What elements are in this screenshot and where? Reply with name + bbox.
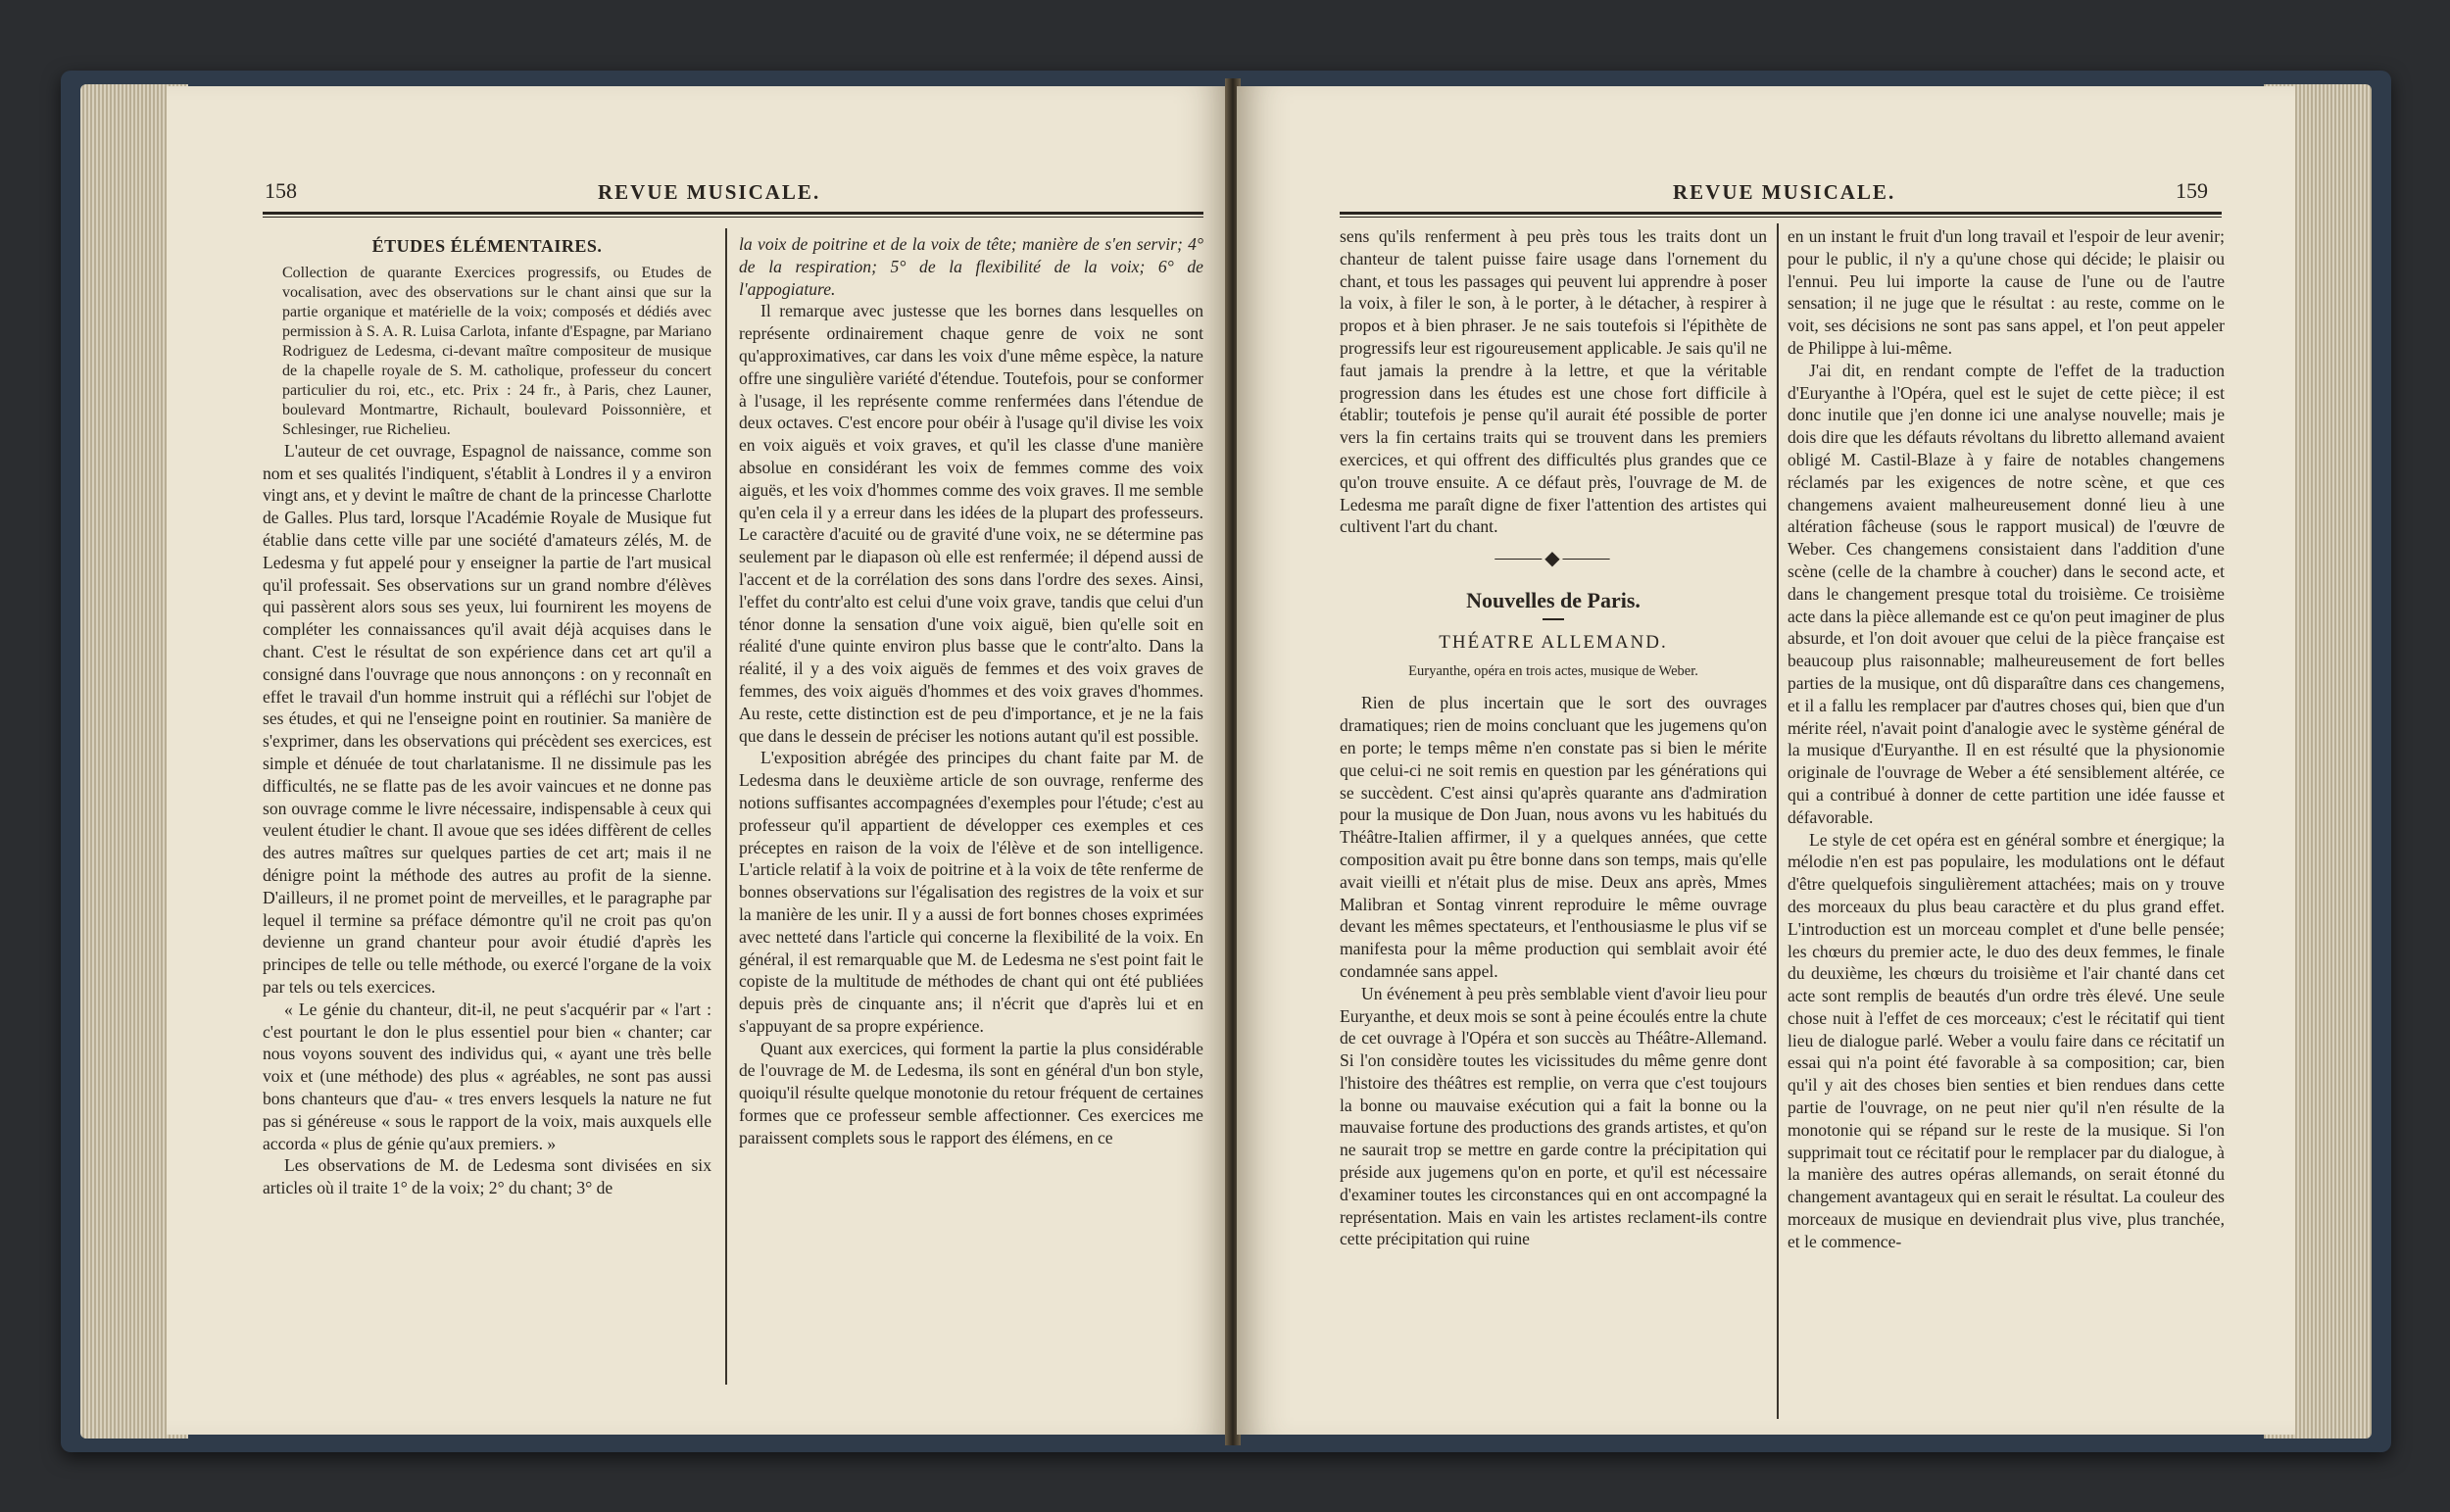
paragraph: Les observations de M. de Ledesma sont divisées en six articles où il traite 1° de la voix; 2° du chant; 3° de (263, 1155, 711, 1198)
review-notice: Collection de quarante Exercices progressifs, ou Etudes de vocalisation, avec des observations sur le chant ainsi que sur la partie organique et matérielle de la voix; composés et dédiés avec permission à S. A. R. Luisa Carlota, infante d'Espagne, par Mariano Rodriguez de Ledesma, ci-devant maître compositeur de musique de la chapelle royale de S. M. catholique, professeur du concert particulier du roi, etc., etc. Prix : 24 fr., à Paris, chez Launer, boulevard Montmartre, Richault, boulevard Poissonnière, et Schlesinger, rue Richelieu. (282, 264, 711, 438)
column-1 (263, 233, 711, 1199)
paragraph: J'ai dit, en rendant compte de l'effet de la traduction d'Euryanthe à l'Opéra, quel est le sujet de cette pièce; il est donc inutile que j'en donne ici une analyse nouvelle; mais je dois dire que les défauts révoltans du libretto allemand avaient obligé M. Castil-Blaze à y faire de notables changemens réclamés par les exigences de notre scène, et que ces changemens avaient malheureusement donné lieu à une altération fâcheuse (sous le rapport musical) de l'œuvre de Weber. Ces changemens consistaient dans l'addition d'une scène (celle de la chambre à coucher) dans le second acte, et dans le changement presque total du troisième. Ce troisième acte dans la pièce allemande est ce qu'on peut imaginer de plus absurde, et l'on doit avouer que celui de la pièce française est beaucoup plus raisonnable; malheureusement de fort belles parties de la musique, ont dû disparaître dans ces changemens, et il a fallu les remplacer par d'autres choses qui, bien que d'un mérite réel, n'avait point d'analogie avec le système général de la musique d'Euryanthe. Il en est résulté que la physionomie originale de l'ouvrage de Weber a été sensiblement altérée, ce qui a contribué à donner de cette partition une idée fausse et défavorable. (1788, 360, 2225, 827)
column-2 (739, 233, 1203, 1149)
paragraph: L'auteur de cet ouvrage, Espagnol de naissance, comme son nom et ses qualités l'indiquent, s'établit à Londres il y a environ vingt ans, et y devint le maître de chant de la princesse Charlotte de Galles. Plus tard, lorsque l'Académie Royale de Musique fut établie dans cette ville par une société d'amateurs zélés, M. de Ledesma y fut appelé pour y enseigner la partie de l'art musical qu'il professait. Ses observations sur un grand nombre d'élèves qui passèrent alors sous ses yeux, lui fournirent les moyens de compléter les connaissances qu'il avait déjà acquises dans le chant. C'est le résultat de son expérience dans cet art qu'il a consigné dans l'ouvrage que nous annonçons : on y reconnaît en effet le travail d'un homme instruit qui a réfléchi sur l'objet de ses études, et qui ne l'enseigne point en routinier. Sa manière de s'exprimer, dans les observations qui précèdent ses exercices, est simple et dénuée de tout charlatanisme. Il ne dissimule pas les difficultés, ne se flatte pas de les avoir vaincues et ne donne pas son ouvrage comme le livre nécessaire, indispensable à ceux qui veulent étudier le chant. Il avoue que ses idées diffèrent de celles des autres maîtres sur quelques parties de cet art; mais il ne dénigre point la méthode des autres au profit de la sienne. D'ailleurs, il ne promet point de merveilles, et le paragraphe par lequel il termine sa préface démontre qu'il ne croit pas qu'on devienne un grand chanteur pour avoir étudié d'après les principes de telle ou telle méthode, ou exercé l'organe de la voix par tels ou tels exercices. (263, 440, 711, 997)
paragraph: en un instant le fruit d'un long travail et l'espoir de leur avenir; pour le public, il n'y a qu'une chose qui décide; le plaisir ou l'ennui. Peu lui importe la cause de l'une ou de l'autre sensation; il ne juge que le résultat : au reste, comme on le voit, ses décisions ne sont pas sans appel, et l'on peut appeler de Philippe à lui-même. (1788, 226, 2225, 358)
play-description: Euryanthe, opéra en trois actes, musique de Weber. (1408, 662, 1698, 679)
paragraph: « Le génie du chanteur, dit-il, ne peut s'acquérir par « l'art : c'est pourtant le don le plus essentiel pour bien « chanter; car nous voyons souvent des individus qui, « ayant une très belle voix et (une méthode) des plus « agréables, ne sont pas aussi bons chanteurs que d'au- « tres envers lesquels la nature ne fut pas si généreuse « sous le rapport de la voix, mais auxquels elle accorda « plus de génie qu'aux premiers. » (263, 999, 711, 1153)
paragraph: L'exposition abrégée des principes du chant faite par M. de Ledesma dans le deuxième article de son ouvrage, renferme des notions suffisantes accompagnées d'exemples pour l'étude; c'est au professeur qu'il appartient de développer ces exemples et ces préceptes en raison de la voix de l'élève et de son intelligence. L'article relatif à la voix de poitrine et à la voix de tête renferme de bonnes observations sur l'égalisation des registres de la voix et sur la manière de les unir. Il y a aussi de fort bonnes choses exprimées avec netteté dans l'article qui concerne la flexibilité de la voix. En général, il est remarquable que M. de Ledesma ne s'est point fait le copiste de la multitude de méthodes de chant qui ont été publiées depuis près de cinquante ans; il n'écrit que d'après lui et en s'appuyant de sa propre expérience. (739, 748, 1203, 1036)
column-1 (1340, 225, 1767, 1250)
paragraph: Rien de plus incertain que le sort des ouvrages dramatiques; rien de moins concluant que les jugemens qu'on en porte; le temps même n'en constate pas si bien le mérite que celui-ci ne soit remis en question par les générations qui se succèdent. C'est ainsi qu'après quarante ans d'admiration pour la musique de Don Juan, nous avons vu les habitués du Théâtre-Italien affirmer, il y a quelques années, que cette composition avait pu être bonne dans son temps, mais qu'elle avait vieilli et n'était plus de mise. Deux ans après, Mmes Malibran et Sontag vinrent reproduire le même ouvrage devant les mêmes spectateurs, et l'enthousiasme le plus vif se manifesta pour la même production qui semblait avoir été condamnée sans appel. (1340, 693, 1767, 981)
subheading: THÉATRE ALLEMAND. (1439, 631, 1668, 653)
paragraph: sens qu'ils renferment à peu près tous les traits dont un chanteur de talent puisse faire usage dans l'ornement du chant, et tous les passages qui peuvent lui apprendre à poser la voix, à filer le son, à le porter, à le détacher, à respirer à propos et à bien phraser. Je ne sais toutefois si l'épithète de progressifs leur est rigoureusement applicable. Je sais qu'il ne faut jamais la prendre à la lettre, et que la véritable progression dans les études est une chose fort difficile à établir; toutefois je pense qu'il aurait été possible de porter vers la fin certains traits qui se trouvent dans les premiers exercices, et qui offrent des difficultés plus grandes que ce qu'on trouve ensuite. A ce défaut près, l'ouvrage de M. de Ledesma me paraît digne de fixer l'attention des artistes qui cultivent l'art du chant. (1340, 226, 1767, 537)
column-2 (1788, 225, 2225, 1253)
short-rule (1543, 618, 1564, 620)
column-divider (725, 228, 727, 1385)
paragraph: Quant aux exercices, qui forment la partie la plus considérable de l'ouvrage de M. de Ledesma, ils sont en général d'un bon style, quoiqu'il résulte quelque monotonie du retour fréquent de certaines formes que ce professeur semble affectionner. Ces exercices me paraissent complets sous le rapport des élémens, en ce (739, 1038, 1203, 1147)
left-page (167, 86, 1230, 1435)
section-heading: ÉTUDES ÉLÉMENTAIRES. (371, 236, 603, 256)
header-rule (263, 212, 1203, 218)
paragraph: Il remarque avec justesse que les bornes dans lesquelles on représente ordinairement chaque genre de voix ne sont qu'approximatives, car dans les voix d'une même espèce, la nature offre une singulière variété d'étendue. Toutefois, pour se conformer à l'usage, il les représente comme renfermées dans l'étendue de deux octaves. C'est encore pour obéir à l'usage qu'il divise les voix en voix aiguës et voix graves, et qu'il les classe d'une manière absolue en considérant les voix de femmes comme des voix aiguës, et les voix d'hommes comme des voix graves. Il me semble qu'en cela il y a erreur dans les idées de la plupart des professeurs. Le caractère d'acuité ou de gravité d'une voix, ne se détermine pas seulement par le diapason où elle est renfermée; il dépend aussi de l'accent et de la corrélation des sons dans l'ordre des sexes. Ainsi, l'effet du contr'alto est celui d'une voix grave, tandis que celui d'un ténor donne la sensation d'une voix aiguë, bien qu'elle soit en réalité d'une quinte environ plus basse que le contr'alto. Dans la réalité, il y a des voix aiguës de femmes et des voix graves de femmes, des voix aiguës d'hommes et des voix graves d'hommes. Au reste, cette distinction est de peu d'importance, et je ne la fais que dans le dessein de préciser les notions autant qu'il est possible. (739, 301, 1203, 746)
running-head: REVUE MUSICALE. (598, 180, 821, 204)
ornament-divider: ⸻◆⸻ (1494, 548, 1613, 570)
page-number: 158 (265, 178, 297, 203)
section-title: Nouvelles de Paris. (1466, 587, 1641, 612)
header-rule (1340, 212, 2222, 218)
paragraph: Un événement à peu près semblable vient d'avoir lieu pour Euryanthe, et deux mois se sont à peine écoulés entre la chute de cet ouvrage à l'Opéra et son succès au Théâtre-Allemand. Si l'on considère toutes les vicissitudes du même genre dont l'histoire des théâtres est remplie, on verra que c'est toujours la bonne ou mauvaise exécution qui a fait la bonne ou la mauvaise fortune des productions des grands artistes, et qu'on ne saurait trop se mettre en garde contre la précipitation qui préside aux jugemens qu'on en porte, et qu'il est nécessaire d'examiner toutes les circonstances qui en ont accompagné la représentation. Mais en vain les artistes reclament-ils contre cette précipitation qui ruine (1340, 983, 1767, 1249)
paragraph: Le style de cet opéra est en général sombre et énergique; la mélodie n'en est pas populaire, les modulations ont le défaut d'être quelquefois singulièrement attachées; mais on y trouve des morceaux du plus beau caractère et du plus grand effet. L'introduction est un morceau complet et d'une belle pensée; les chœurs du premier acte, le duo des deux femmes, le finale du deuxième, les chœurs du troisième et l'air chanté dans cet acte sont remplis de beautés d'un ordre très élevé. Une seule chose nuit à l'effet de ces morceaux; c'est le récitatif qui tient lieu de dialogue parlé. Weber a voulu faire dans ce récitatif un essai qui n'a point été favorable à sa composition; car, bien qu'il y ait des choses bien senties et bien rendues dans cette partie de l'ouvrage, on ne peut nier qu'il n'en résulte de la monotonie qui se répand sur le reste de la musique. Si l'on supprimait tout ce récitatif pour le remplacer par du dialogue, à la manière des autres opéras allemands, on serait étonné du changement avantageux qui en serait le résultat. La couleur des morceaux de musique en deviendrait plus vive, plus tranchée, et le commence- (1788, 829, 2225, 1251)
running-head: REVUE MUSICALE. (1673, 180, 1896, 204)
right-page (1237, 86, 2295, 1435)
column-divider (1777, 223, 1779, 1419)
paragraph: la voix de poitrine et de la voix de tête; manière de s'en servir; 4° de la respiration; 5° de la flexibilité de la voix; 6° de l'appogiature. (739, 234, 1203, 299)
page-number: 159 (2176, 178, 2208, 203)
